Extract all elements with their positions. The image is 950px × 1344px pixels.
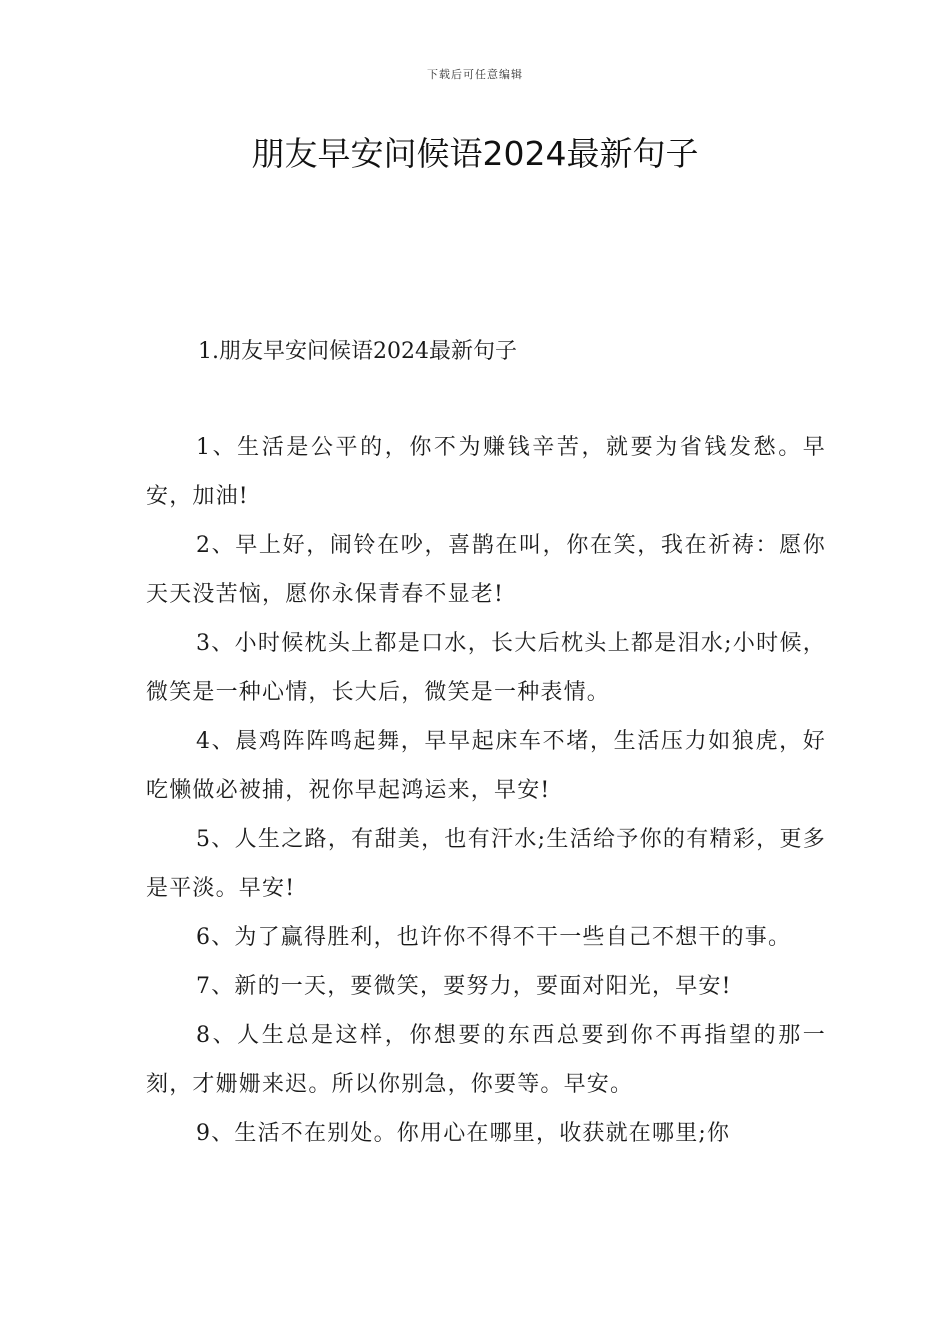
document-body xyxy=(146,423,826,1158)
paragraph-6: 6、为了赢得胜利，也许你不得不干一些自己不想干的事。 xyxy=(196,925,792,950)
section-heading: 1.朋友早安问候语2024最新句子 xyxy=(198,339,517,364)
paragraph-1: 1、生活是公平的，你不为赚钱辛苦，就要为省钱发愁。早安，加油! xyxy=(146,435,826,509)
paragraph-7: 7、新的一天，要微笑，要努力，要面对阳光，早安! xyxy=(196,974,732,999)
paragraph-4: 4、晨鸡阵阵鸣起舞，早早起床车不堵，生活压力如狼虎，好吃懒做必被捕，祝你早起鸿运来，早安! xyxy=(146,729,826,803)
paragraph-3: 3、小时候枕头上都是口水，长大后枕头上都是泪水;小时候，微笑是一种心情，长大后，微笑是一种表情。 xyxy=(146,631,826,705)
document-title: 朋友早安问候语2024最新句子 xyxy=(251,134,699,173)
paragraph-5: 5、人生之路，有甜美，也有汗水;生活给予你的有精彩，更多是平淡。早安! xyxy=(146,827,826,901)
paragraph-8: 8、人生总是这样，你想要的东西总要到你不再指望的那一刻，才姗姗来迟。所以你别急，你要等。早安。 xyxy=(146,1023,826,1097)
paragraph-2: 2、早上好，闹铃在吵，喜鹊在叫，你在笑，我在祈祷：愿你天天没苦恼，愿你永保青春不显老! xyxy=(146,533,826,607)
paragraph-9: 9、生活不在别处。你用心在哪里，收获就在哪里;你 xyxy=(196,1121,731,1146)
header-note: 下载后可任意编辑 xyxy=(427,68,523,81)
